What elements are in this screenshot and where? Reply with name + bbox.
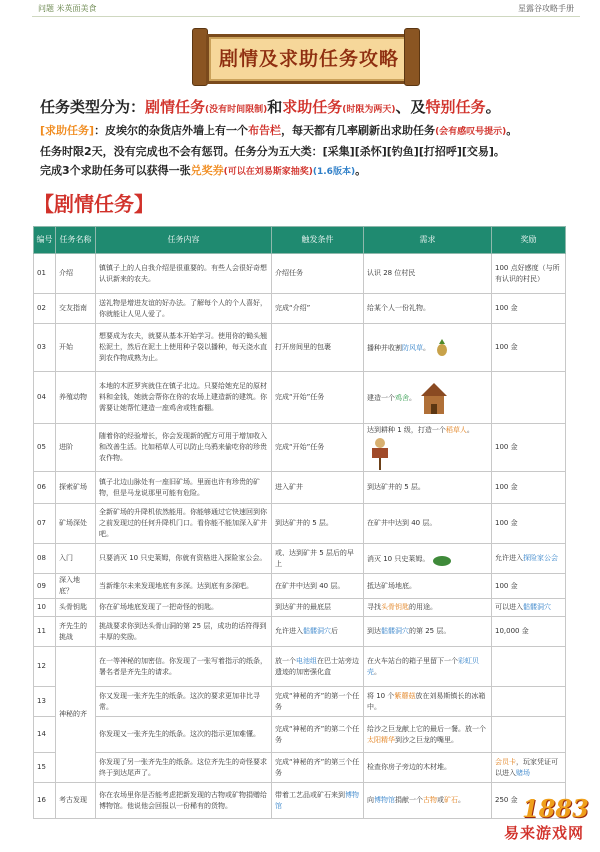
need-item-skull-key: 头骨钥匙 xyxy=(381,603,409,611)
coop-building-icon xyxy=(419,380,449,416)
header-reward: 奖励 xyxy=(492,227,566,254)
intro-text: 任务类型分为： xyxy=(40,98,146,116)
intro-text: 和 xyxy=(267,98,283,116)
row-reward xyxy=(492,717,566,753)
need-text: 放在刘易斯镇长的冰箱中。 xyxy=(367,691,486,711)
row-need xyxy=(364,717,492,753)
row-need: 抵达矿场地底。 xyxy=(364,574,492,599)
trigger-text: 带着工艺品或矿石来到 xyxy=(275,790,345,799)
section-title: 【剧情任务】 xyxy=(34,192,154,216)
table-row xyxy=(34,753,566,783)
need-text: 达到耕种 1 级，打造一个 xyxy=(367,426,446,434)
row-name: 交友指南 xyxy=(56,294,96,324)
row-content: 你在矿场地底发现了一把奇怪的钥匙。 xyxy=(96,599,272,617)
row-content: 镇镇子上的人自我介绍是很重要的。有些人会很好奇想认识新来的农夫。 xyxy=(96,254,272,294)
need-artifact: 古物 xyxy=(423,796,437,804)
row-no: 03 xyxy=(34,324,56,372)
need-text: 将 10 个 xyxy=(367,691,395,700)
need-skull-cavern: 骷髅洞穴 xyxy=(381,627,409,635)
row-no: 13 xyxy=(34,687,56,717)
special-quest-label: 特别任务 xyxy=(425,98,486,116)
row-no: 06 xyxy=(34,472,56,504)
row-reward xyxy=(492,599,566,617)
watermark-caption: 易来游戏网 xyxy=(503,824,584,842)
row-no: 12 xyxy=(34,647,56,687)
row-trigger: 到达矿井的 5 层。 xyxy=(272,504,364,544)
intro-text: 完成3个求助任务可以获得一张 xyxy=(40,164,191,177)
need-text: 捐献一个 xyxy=(395,796,423,804)
table-row xyxy=(34,504,566,544)
table-row xyxy=(34,372,566,424)
row-reward: 100 金 xyxy=(492,424,566,472)
trigger-text: 允许进入 xyxy=(275,627,303,635)
intro-line-4 xyxy=(40,161,580,182)
need-text: 或 xyxy=(437,796,444,804)
row-trigger: 完成“介绍” xyxy=(272,294,364,324)
row-name: 开始 xyxy=(56,324,96,372)
row-content: 你在农场里你是否能考虑把新发现的古物或矿物捐赠给博物馆。他说他会回报以一份稀有的货物。 xyxy=(96,783,272,819)
row-content: 你又发现一张齐先生的纸条。这次的要求更加非比寻常。 xyxy=(96,687,272,717)
header-no: 编号 xyxy=(34,227,56,254)
title-banner xyxy=(192,26,420,86)
row-content: 镇子北边山脉处有一座旧矿场。里面也许有珍贵的矿物，但是马龙说那里可能有危险。 xyxy=(96,472,272,504)
row-trigger xyxy=(272,647,364,687)
row-reward xyxy=(492,753,566,783)
row-need: 在矿井中达到 40 层。 xyxy=(364,504,492,544)
need-solar-essence: 太阳精华 xyxy=(367,735,395,744)
row-no: 09 xyxy=(34,574,56,599)
row-no: 14 xyxy=(34,717,56,753)
bulletin-board-label: 布告栏 xyxy=(248,124,282,137)
table-row xyxy=(34,424,566,472)
version-note: (1.6版本) xyxy=(312,167,356,177)
need-text: 给沙之巨龙献上它的最后一餐。放一个 xyxy=(367,724,486,733)
site-watermark xyxy=(496,790,592,848)
row-trigger: 进入矿井 xyxy=(272,472,364,504)
prize-ticket-note: (可以在刘易斯家抽奖) xyxy=(223,167,313,177)
row-content: 在一等神秘的加密信。你发现了一张写着指示的纸条，署名者是齐先生的请求。 xyxy=(96,647,272,687)
row-need xyxy=(364,544,492,574)
row-need xyxy=(364,617,492,647)
row-need xyxy=(364,647,492,687)
row-need xyxy=(364,599,492,617)
row-trigger: 完成“开始”任务 xyxy=(272,424,364,472)
table-row xyxy=(34,294,566,324)
row-need xyxy=(364,687,492,717)
intro-text: 、及 xyxy=(395,98,426,116)
header-logo: 问题 米英面美食 xyxy=(38,4,97,13)
help-quest-tag: [求助任务] xyxy=(40,124,95,137)
row-trigger: 完成“开始”任务 xyxy=(272,372,364,424)
row-name: 介绍 xyxy=(56,254,96,294)
table-row xyxy=(34,324,566,372)
row-no: 01 xyxy=(34,254,56,294)
row-trigger xyxy=(272,617,364,647)
intro-text: 。 xyxy=(506,124,518,137)
intro-line-3: 任务时限2天，没有完成也不会有惩罚。任务分为五大类：[采集][杀怀][钓鱼][打招呼][交易]。 xyxy=(40,145,505,158)
row-reward: 100 金 xyxy=(492,574,566,599)
reward-text: 允许进入 xyxy=(495,554,523,562)
row-no: 10 xyxy=(34,599,56,617)
need-text: 到达 xyxy=(367,627,381,635)
row-reward xyxy=(492,687,566,717)
need-text: 向 xyxy=(367,796,374,804)
table-row xyxy=(34,687,566,717)
table-row xyxy=(34,254,566,294)
header-label: 星露谷攻略手册 xyxy=(518,4,574,13)
need-purple-mushroom: 紫蘑菇 xyxy=(394,691,416,700)
row-reward: 100 金 xyxy=(492,472,566,504)
table-row xyxy=(34,783,566,819)
row-no: 04 xyxy=(34,372,56,424)
row-content: 随着你的经验增长，你会发现新的配方可用于增加收入和改善生活。比如稻草人可以防止乌鸦来偷吃你的珍贵农作物。 xyxy=(96,424,272,472)
row-reward xyxy=(492,544,566,574)
row-no: 08 xyxy=(34,544,56,574)
row-content: 全新矿场的升降机依然能用。你能够通过它快速回到你之前发现过的任何升降机门口。看你能不能加深入矿井吧。 xyxy=(96,504,272,544)
need-item-scarecrow: 稻草人 xyxy=(445,426,467,434)
intro-text: 。 xyxy=(485,98,501,116)
need-text: 到沙之巨龙的嘴里。 xyxy=(395,735,458,744)
trigger-text: 放一个 xyxy=(275,656,296,665)
row-trigger: 到达矿井的最底层 xyxy=(272,599,364,617)
scarecrow-icon xyxy=(370,436,390,470)
row-reward: 100 金 xyxy=(492,294,566,324)
row-need: 认识 28 位村民 xyxy=(364,254,492,294)
row-name: 深入地底？ xyxy=(56,574,96,599)
row-trigger: 或、达到矿井 5 层后的早上 xyxy=(272,544,364,574)
need-mineral: 矿石 xyxy=(444,796,458,804)
need-text: 。 xyxy=(466,426,474,434)
row-reward xyxy=(492,647,566,687)
story-quest-label: 剧情任务 xyxy=(145,98,206,116)
row-need: 检查你房子旁边的木材堆。 xyxy=(364,753,492,783)
intro-text: ：皮埃尔的杂货店外墙上有一个 xyxy=(94,124,249,137)
row-need xyxy=(364,324,492,372)
row-name: 入门 xyxy=(56,544,96,574)
row-trigger: 完成“神秘的齐”的第二个任务 xyxy=(272,717,364,753)
row-content: 你发现又一张齐先生的纸条。这次的指示更加难懂。 xyxy=(96,717,272,753)
reward-skull-cavern: 骷髅洞穴 xyxy=(523,603,551,611)
banner-title: 剧情及求助任务攻略 xyxy=(218,48,399,70)
row-need xyxy=(364,783,492,819)
row-no: 16 xyxy=(34,783,56,819)
reward-text: ，玩家凭证可以进入 xyxy=(495,757,558,777)
row-content: 本地的木匠罗宾就住在镇子北边。只要给她充足的原材料和金钱，她就会帮你在你的农场上建造新的建筑。你需要让她帮忙建造一座鸡舍或牲畜棚。 xyxy=(96,372,272,424)
help-quest-note: (时限为两天) xyxy=(342,105,396,115)
row-reward: 10,000 金 xyxy=(492,617,566,647)
header-need: 需求 xyxy=(364,227,492,254)
header-name: 任务名称 xyxy=(56,227,96,254)
row-name: 神秘的齐 xyxy=(56,647,96,783)
intro-line-2 xyxy=(40,121,580,142)
row-reward: 100 金 xyxy=(492,324,566,372)
slime-icon xyxy=(432,552,452,566)
intro-line-1 xyxy=(40,96,580,121)
row-no: 05 xyxy=(34,424,56,472)
row-content: 挑战要求你到达头骨山洞的第 25 层，成功的话符得到丰厚的奖励。 xyxy=(96,617,272,647)
row-need xyxy=(364,372,492,424)
trigger-museum: 博物馆 xyxy=(275,790,359,810)
prize-ticket-label: 兑奖券 xyxy=(190,164,224,177)
row-trigger: 介绍任务 xyxy=(272,254,364,294)
need-text: 寻找 xyxy=(367,603,381,611)
reward-club-card: 会员卡 xyxy=(495,757,516,766)
trigger-battery-pack: 电池组 xyxy=(296,656,317,665)
header-content: 任务内容 xyxy=(96,227,272,254)
table-row xyxy=(34,574,566,599)
row-name: 考古发现 xyxy=(56,783,96,819)
help-quest-label: 求助任务 xyxy=(282,98,343,116)
row-no: 11 xyxy=(34,617,56,647)
need-text: 建造一个 xyxy=(367,393,395,402)
intro-text: ，每天都有几率刷新出求助任务 xyxy=(281,124,436,137)
need-text: 。 xyxy=(374,667,381,676)
table-row xyxy=(34,544,566,574)
trigger-text: 后 xyxy=(331,627,338,635)
row-need xyxy=(364,424,492,472)
reward-guild: 探险家公会 xyxy=(523,554,558,562)
need-text: 在火车站台的箱子里留下一个 xyxy=(367,656,458,665)
table-row xyxy=(34,617,566,647)
row-no: 07 xyxy=(34,504,56,544)
row-content: 想要成为农夫，就要从基本开始学习。使用你的锄头翘松泥土，然后在泥土上使用种子袋以播种，每天浇水直到农作物成熟为止。 xyxy=(96,324,272,372)
top-bar xyxy=(0,0,600,18)
watermark-number: 1883 xyxy=(522,794,589,823)
row-name: 进阶 xyxy=(56,424,96,472)
intro-text: 。 xyxy=(355,164,367,177)
table-row xyxy=(34,599,566,617)
header-divider xyxy=(32,16,580,17)
need-text: 播种并收割 xyxy=(367,343,402,352)
need-text: 的用途。 xyxy=(409,603,437,611)
trigger-text: 在巴士站旁边遗迹的加密强化盒 xyxy=(275,656,359,676)
need-text: 。 xyxy=(423,343,430,352)
need-text: 消灭 10 只史莱姆。 xyxy=(367,554,430,563)
row-no: 15 xyxy=(34,753,56,783)
row-need: 给某个人一份礼物。 xyxy=(364,294,492,324)
row-content: 你发现了另一张齐先生的纸条。这位齐先生的奇怪要求终于到达尾声了。 xyxy=(96,753,272,783)
story-quest-note: (没有时间限制) xyxy=(205,105,268,115)
row-trigger: 在矿井中达到 40 层。 xyxy=(272,574,364,599)
table-header-row xyxy=(34,227,566,254)
row-name: 头骨钥匙 xyxy=(56,599,96,617)
parsnip-icon xyxy=(433,338,451,358)
row-content: 送礼物是增进友谊的好办法。了解每个人的个人喜好，你就能让人见人爱了。 xyxy=(96,294,272,324)
row-name: 探索矿场 xyxy=(56,472,96,504)
row-trigger xyxy=(272,783,364,819)
row-name: 齐先生的挑战 xyxy=(56,617,96,647)
row-name: 矿场深处 xyxy=(56,504,96,544)
table-row xyxy=(34,717,566,753)
table-row xyxy=(34,472,566,504)
need-text: 。 xyxy=(409,393,416,402)
row-no: 02 xyxy=(34,294,56,324)
row-reward: 100 金 xyxy=(492,504,566,544)
need-item-parsnip: 防风草 xyxy=(402,343,423,352)
need-museum: 博物馆 xyxy=(374,796,395,804)
trigger-skull-cavern: 骷髅洞穴 xyxy=(303,627,331,635)
need-text: 。 xyxy=(458,796,465,804)
header-trigger: 触发条件 xyxy=(272,227,364,254)
reward-text: 可以进入 xyxy=(495,603,523,611)
row-reward xyxy=(492,372,566,424)
row-reward: 100 点好感度（与所有认识的村民） xyxy=(492,254,566,294)
row-content: 只要消灭 10 只史莱姆，你就有资格进入探险家公会。 xyxy=(96,544,272,574)
row-name: 养殖动物 xyxy=(56,372,96,424)
need-item-coop: 鸡舍 xyxy=(395,393,409,402)
intro-block xyxy=(40,96,580,182)
need-rainbow-shell: 彩虹贝壳 xyxy=(367,656,479,676)
table-row xyxy=(34,647,566,687)
row-trigger: 完成“神秘的齐”的第一个任务 xyxy=(272,687,364,717)
row-trigger: 完成“神秘的齐”的第三个任务 xyxy=(272,753,364,783)
quest-table xyxy=(33,226,566,819)
exclamation-note: (会有感叹号提示) xyxy=(435,127,507,137)
row-need: 到达矿井的 5 层。 xyxy=(364,472,492,504)
need-text: 的第 25 层。 xyxy=(409,627,451,635)
row-reward: 250 金 xyxy=(492,783,566,819)
row-trigger: 打开房间里的包裹 xyxy=(272,324,364,372)
reward-casino: 赌场 xyxy=(516,768,530,777)
row-content: 当新维尔未来发现地底有多深。达到底有多深吧。 xyxy=(96,574,272,599)
